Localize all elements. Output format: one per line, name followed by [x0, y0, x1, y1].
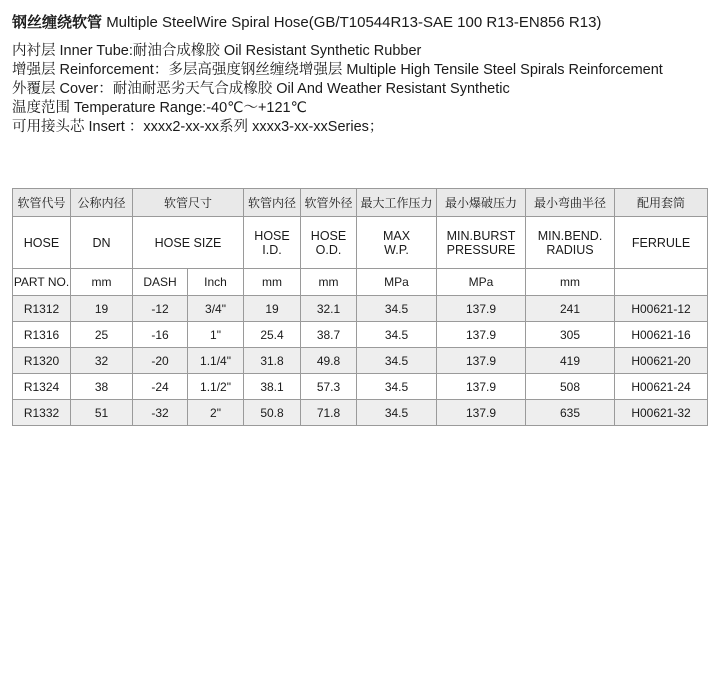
cell: 34.5 [357, 322, 437, 348]
header-row-en [13, 217, 708, 269]
spec-reinforcement: 增强层 Reinforcement：多层高强度钢丝缠绕增强层 Multiple High Tensile Steel Spirals Reinforcement [12, 62, 663, 78]
unit-cell: MPa [437, 269, 526, 296]
unit-cell: MPa [357, 269, 437, 296]
cell: 1.1/4" [188, 348, 244, 374]
cell: 38.7 [301, 322, 357, 348]
header-en-cell: MIN.BEND. RADIUS [526, 217, 615, 269]
cell: 25.4 [244, 322, 301, 348]
table-row [13, 322, 708, 348]
cell: 49.8 [301, 348, 357, 374]
unit-cell: DASH [133, 269, 188, 296]
header-row-cn [13, 189, 708, 217]
table-row [13, 400, 708, 426]
cell: 51 [71, 400, 133, 426]
cell: H00621-20 [615, 348, 708, 374]
title-en: Multiple SteelWire Spiral Hose(GB/T10544R13-SAE 100 R13-EN856 R13) [106, 14, 602, 31]
spec-temperature: 温度范围 Temperature Range:-40℃～+121℃ [12, 100, 307, 116]
spec-list [12, 42, 663, 137]
cell: 32 [71, 348, 133, 374]
unit-cell [615, 269, 708, 296]
header-cn-cell: 软管内径 [244, 189, 301, 217]
cell: R1316 [13, 322, 71, 348]
cell: 50.8 [244, 400, 301, 426]
header-cn-cell: 软管外径 [301, 189, 357, 217]
spec-cover: 外覆层 Cover：耐油耐恶劣天气合成橡胶 Oil And Weather Resistant Synthetic [12, 81, 510, 97]
cell: 19 [71, 296, 133, 322]
cell: R1324 [13, 374, 71, 400]
cell: 34.5 [357, 400, 437, 426]
header-en-cell: HOSE I.D. [244, 217, 301, 269]
cell: 38 [71, 374, 133, 400]
header-cn-cell: 最小爆破压力 [437, 189, 526, 217]
header-cn-cell: 配用套筒 [615, 189, 708, 217]
header-en-cell: HOSE O.D. [301, 217, 357, 269]
cell: 137.9 [437, 296, 526, 322]
unit-cell: mm [71, 269, 133, 296]
cell: 305 [526, 322, 615, 348]
cell: 57.3 [301, 374, 357, 400]
cell: R1320 [13, 348, 71, 374]
header-en-cell: DN [71, 217, 133, 269]
cell: 3/4" [188, 296, 244, 322]
cell: 34.5 [357, 348, 437, 374]
table-row [13, 296, 708, 322]
cell: 34.5 [357, 296, 437, 322]
cell: 71.8 [301, 400, 357, 426]
header-cn-cell: 最小弯曲半径 [526, 189, 615, 217]
unit-cell: mm [244, 269, 301, 296]
cell: 19 [244, 296, 301, 322]
cell: -12 [133, 296, 188, 322]
cell: 137.9 [437, 348, 526, 374]
unit-cell: PART NO. [13, 269, 71, 296]
header-cn-cell: 公称内径 [71, 189, 133, 217]
unit-cell: mm [526, 269, 615, 296]
cell: 241 [526, 296, 615, 322]
cell: 137.9 [437, 322, 526, 348]
header-en-cell: FERRULE [615, 217, 708, 269]
header-cn-cell: 软管代号 [13, 189, 71, 217]
cell: -32 [133, 400, 188, 426]
spec-inner-tube: 内衬层 Inner Tube:耐油合成橡胶 Oil Resistant Synthetic Rubber [12, 43, 422, 59]
cell: 137.9 [437, 374, 526, 400]
table-row [13, 374, 708, 400]
cell: 25 [71, 322, 133, 348]
page-title [12, 11, 601, 32]
cell: 34.5 [357, 374, 437, 400]
units-row [13, 269, 708, 296]
cell: 1.1/2" [188, 374, 244, 400]
cell: R1312 [13, 296, 71, 322]
cell: 137.9 [437, 400, 526, 426]
cell: R1332 [13, 400, 71, 426]
table-row [13, 348, 708, 374]
header-en-cell: HOSE SIZE [133, 217, 244, 269]
unit-cell: mm [301, 269, 357, 296]
unit-cell: Inch [188, 269, 244, 296]
cell: -24 [133, 374, 188, 400]
cell: 31.8 [244, 348, 301, 374]
cell: 419 [526, 348, 615, 374]
header-en-cell: MAX W.P. [357, 217, 437, 269]
cell: 508 [526, 374, 615, 400]
cell: H00621-24 [615, 374, 708, 400]
header-en-cell: MIN.BURST PRESSURE [437, 217, 526, 269]
cell: H00621-16 [615, 322, 708, 348]
spec-insert: 可用接头芯 Insert ：xxxx2-xx-xx系列 xxxx3-xx-xxSeries； [12, 119, 384, 135]
cell: H00621-12 [615, 296, 708, 322]
cell: H00621-32 [615, 400, 708, 426]
header-cn-cell: 最大工作压力 [357, 189, 437, 217]
cell: 38.1 [244, 374, 301, 400]
cell: 635 [526, 400, 615, 426]
title-cn: 钢丝缠绕软管 [12, 14, 103, 31]
cell: 32.1 [301, 296, 357, 322]
spec-table [12, 188, 708, 426]
header-en-cell: HOSE [13, 217, 71, 269]
cell: -20 [133, 348, 188, 374]
cell: 2" [188, 400, 244, 426]
header-cn-cell: 软管尺寸 [133, 189, 244, 217]
cell: 1" [188, 322, 244, 348]
cell: -16 [133, 322, 188, 348]
